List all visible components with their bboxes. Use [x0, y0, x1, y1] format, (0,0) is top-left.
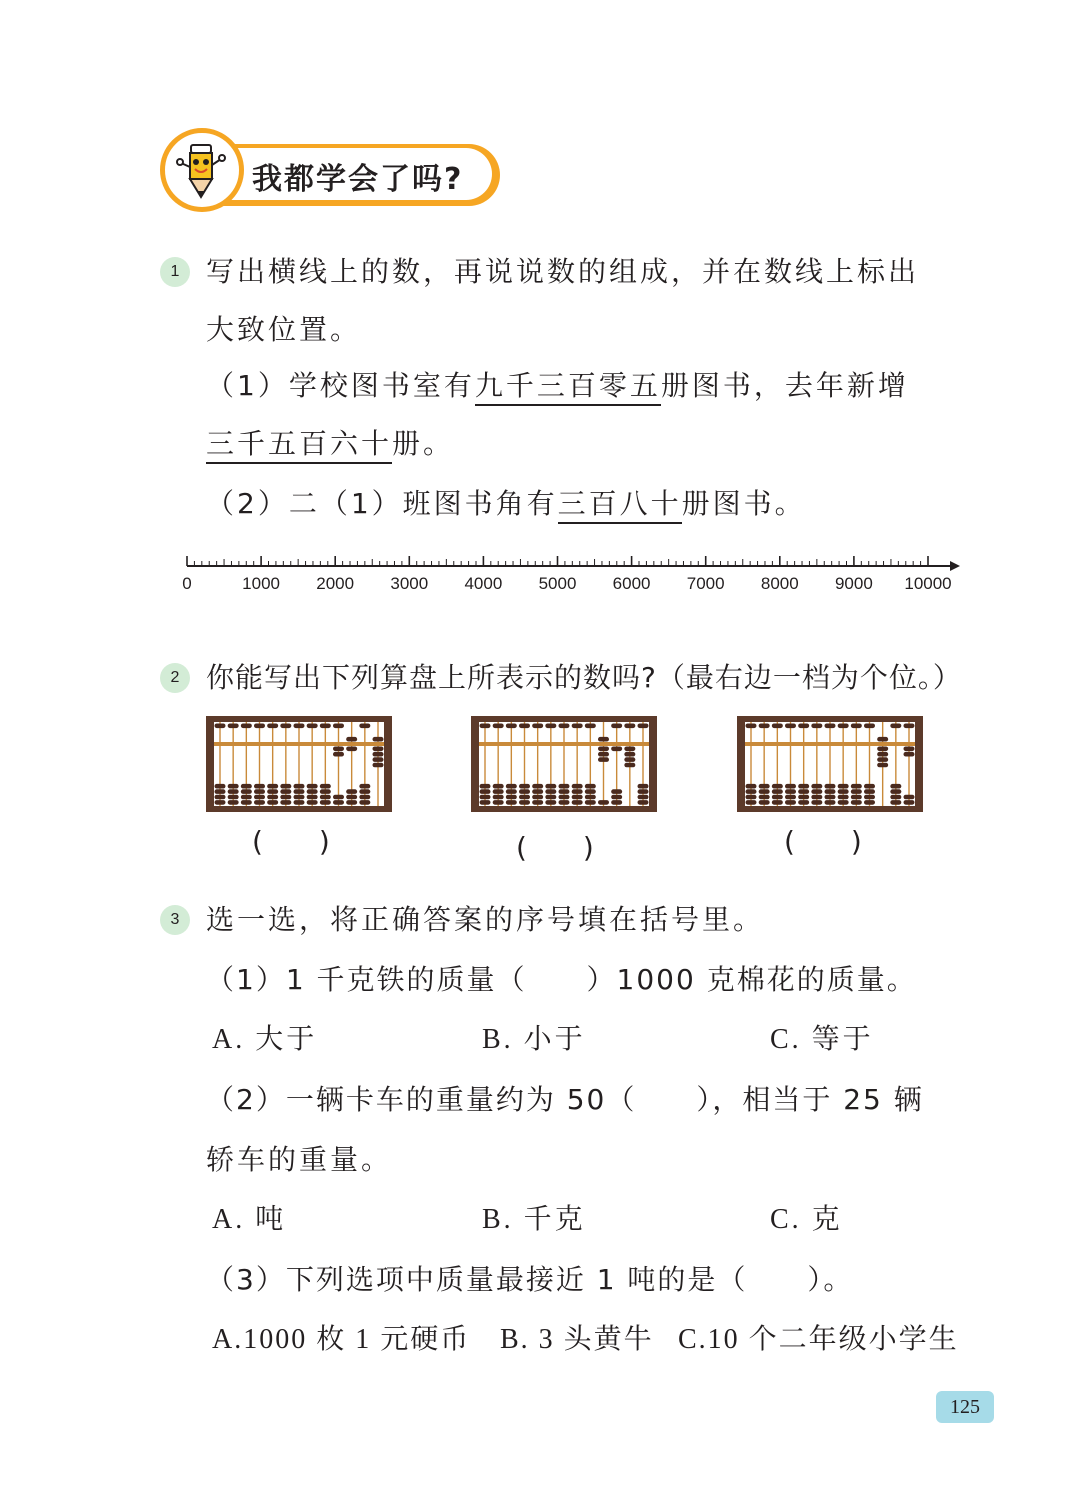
abacus-bead	[545, 800, 556, 805]
abacus-beam	[214, 742, 384, 746]
abacus-bead	[890, 789, 901, 794]
abacus-bead	[493, 789, 504, 794]
abacus-bead	[638, 724, 649, 729]
abacus-bead	[359, 784, 370, 789]
abacus-bead	[373, 747, 384, 752]
q2-text: 你能写出下列算盘上所表示的数吗?（最右边一档为个位。）	[206, 661, 962, 694]
abacus-bead	[864, 789, 875, 794]
abacus-bead	[333, 795, 344, 800]
abacus-bead	[359, 795, 370, 800]
abacus-bead	[346, 789, 357, 794]
abacus-bead	[294, 800, 305, 805]
abacus-bead	[333, 724, 344, 729]
abacus-bead	[267, 724, 278, 729]
abacus-bead	[877, 757, 888, 762]
abacus-bead	[333, 800, 344, 805]
abacus-bead	[506, 795, 517, 800]
answer-blank-2[interactable]: ( )	[516, 831, 594, 864]
abacus-bead	[267, 789, 278, 794]
q3-sub1: （1）1 千克铁的质量（ ）1000 克棉花的质量。	[206, 963, 917, 996]
abacus-bead	[759, 724, 770, 729]
q1-underlined-number-2: 三千五百六十	[206, 427, 392, 464]
number-line-tick-label: 2000	[316, 574, 355, 593]
abacus-bead	[215, 724, 226, 729]
answer-blank-3[interactable]: ( )	[784, 825, 862, 858]
abacus-bead	[785, 789, 796, 794]
abacus-bead	[532, 795, 543, 800]
abacus-bead	[572, 784, 583, 789]
abacus-bead	[811, 724, 822, 729]
abacus-bead	[772, 795, 783, 800]
abacus-bead	[519, 724, 530, 729]
abacus-beam	[745, 742, 915, 746]
q1-line2: 大致位置。	[206, 313, 362, 346]
abacus-bead	[559, 795, 570, 800]
abacus-bead	[585, 795, 596, 800]
abacus-bead	[811, 800, 822, 805]
abacus-bead	[228, 784, 239, 789]
abacus-bead	[493, 784, 504, 789]
abacus-bead	[493, 724, 504, 729]
abacus-bead	[294, 795, 305, 800]
abacus-bead	[864, 784, 875, 789]
abacus-bead	[825, 784, 836, 789]
abacus-bead	[215, 800, 226, 805]
abacus-bead	[532, 789, 543, 794]
q1-part1-prefix: （1）学校图书室有	[206, 369, 475, 402]
abacus-bead	[759, 800, 770, 805]
abacus-bead	[838, 789, 849, 794]
abacus-bead	[825, 724, 836, 729]
abacus-bead	[798, 789, 809, 794]
abacus-bead	[746, 795, 757, 800]
abacus-bead	[624, 757, 635, 762]
section-header	[160, 128, 510, 218]
number-line-tick-label: 5000	[538, 574, 577, 593]
abacus-bead	[746, 800, 757, 805]
abacus-bead	[241, 784, 252, 789]
abacus-bead	[545, 724, 556, 729]
abacus-bead	[241, 789, 252, 794]
abacus-bead	[493, 800, 504, 805]
abacus-bead	[904, 800, 915, 805]
abacus-bead	[598, 752, 609, 757]
abacus-bead	[359, 800, 370, 805]
abacus-bead	[241, 795, 252, 800]
abacus-bead	[798, 800, 809, 805]
abacus-bead	[825, 795, 836, 800]
abacus-bead	[759, 784, 770, 789]
abacus-bead	[373, 757, 384, 762]
abacus-bead	[904, 752, 915, 757]
abacus-bead	[346, 747, 357, 752]
abacus-bead	[280, 795, 291, 800]
abacus-bead	[598, 757, 609, 762]
q3-sub1-option-b[interactable]: B. 小于	[482, 1024, 586, 1055]
abacus-bead	[294, 784, 305, 789]
q3-sub2-line1: （2）一辆卡车的重量约为 50（ ），相当于 25 辆	[206, 1083, 924, 1116]
abacus-bead	[811, 784, 822, 789]
abacus-bead	[638, 784, 649, 789]
abacus-bead	[359, 789, 370, 794]
abacus-bead	[373, 763, 384, 768]
abacus-bead	[785, 784, 796, 789]
abacus-bead	[624, 752, 635, 757]
q1-part2-prefix: （2）二（1）班图书角有	[206, 487, 558, 520]
abacus-bead	[798, 784, 809, 789]
abacus-bead	[545, 784, 556, 789]
q1-part1-line1	[206, 366, 909, 406]
number-line-tick-label: 8000	[760, 574, 799, 593]
abacus-bead	[877, 763, 888, 768]
abacus-bead	[851, 795, 862, 800]
q1-part1-end: 册。	[392, 427, 455, 460]
q1-part2	[206, 484, 806, 524]
abacus-bead	[890, 784, 901, 789]
q3-sub3-option-c[interactable]: C.10 个二年级小学生	[678, 1324, 959, 1355]
abacus-bead	[506, 784, 517, 789]
abacus-bead	[320, 789, 331, 794]
abacus-bead	[320, 800, 331, 805]
abacus-bead	[811, 795, 822, 800]
q3-sub2-option-a[interactable]: A. 吨	[212, 1204, 287, 1235]
abacus-bead	[638, 795, 649, 800]
abacus-bead	[559, 724, 570, 729]
abacus-bead	[811, 789, 822, 794]
abacus-bead	[228, 800, 239, 805]
abacus-bead	[307, 789, 318, 794]
abacus-bead	[772, 789, 783, 794]
q1-underlined-number-3: 三百八十	[558, 487, 682, 524]
abacus-bead	[598, 747, 609, 752]
abacus-bead	[519, 795, 530, 800]
abacus-bead	[785, 724, 796, 729]
q3-sub1-option-c[interactable]: C. 等于	[770, 1024, 874, 1055]
abacus-bead	[254, 784, 265, 789]
page-number: 125	[936, 1391, 994, 1423]
abacus-bead	[864, 724, 875, 729]
abacus-bead	[480, 795, 491, 800]
q3-sub1-option-a[interactable]: A. 大于	[212, 1024, 318, 1055]
abacus-bead	[480, 800, 491, 805]
abacus-bead	[746, 724, 757, 729]
abacus-bead	[267, 784, 278, 789]
q3-sub2-option-c[interactable]: C. 克	[770, 1204, 843, 1235]
abacus-bead	[785, 800, 796, 805]
abacus-bead	[624, 747, 635, 752]
abacus-bead	[746, 789, 757, 794]
abacus-bead	[480, 784, 491, 789]
abacus-bead	[280, 800, 291, 805]
q1-line1: 写出横线上的数，再说说数的组成，并在数线上标出	[206, 255, 920, 288]
abacus-bead	[346, 737, 357, 742]
abacus-bead	[838, 724, 849, 729]
abacus-bead	[611, 795, 622, 800]
abacus-bead	[480, 789, 491, 794]
abacus-bead	[559, 789, 570, 794]
abacus-bead	[864, 795, 875, 800]
abacus-bead	[838, 800, 849, 805]
abacus-bead	[373, 752, 384, 757]
q3-sub3-option-a[interactable]: A.1000 枚 1 元硬币	[212, 1324, 471, 1355]
abacus-bead	[559, 784, 570, 789]
abacus-bead	[333, 747, 344, 752]
abacus-bead	[215, 784, 226, 789]
q3-sub2-option-b[interactable]: B. 千克	[482, 1204, 586, 1235]
number-line-arrow	[950, 561, 960, 571]
question-number-3: 3	[160, 905, 190, 935]
abacus-bead	[307, 724, 318, 729]
abacus-bead	[254, 789, 265, 794]
q3-sub3-option-b[interactable]: B. 3 头黄牛	[500, 1324, 654, 1355]
pencil-mascot-icon	[165, 133, 239, 207]
abacus-bead	[772, 724, 783, 729]
abacus-bead	[532, 800, 543, 805]
abacus-bead	[890, 795, 901, 800]
abacus-bead	[825, 789, 836, 794]
abacus-bead	[772, 784, 783, 789]
abacus-bead	[572, 724, 583, 729]
abacus-bead	[598, 800, 609, 805]
abacus-bead	[545, 795, 556, 800]
abacus-bead	[333, 752, 344, 757]
abacus-bead	[759, 795, 770, 800]
abacus-bead	[624, 724, 635, 729]
abacus-bead	[241, 800, 252, 805]
abacus-bead	[798, 724, 809, 729]
number-line-tick-label: 7000	[686, 574, 725, 593]
abacus-bead	[585, 724, 596, 729]
header-title: 我都学会了吗?	[252, 162, 464, 197]
abacus-bead	[215, 795, 226, 800]
abacus-bead	[772, 800, 783, 805]
abacus-bead	[519, 789, 530, 794]
abacus-bead	[294, 724, 305, 729]
abacus-bead	[532, 724, 543, 729]
abacus-bead	[611, 789, 622, 794]
abacus-bead	[746, 784, 757, 789]
abacus-bead	[638, 800, 649, 805]
abacus-bead	[307, 795, 318, 800]
abacus-bead	[611, 724, 622, 729]
abacus-3	[737, 716, 923, 812]
abacus-bead	[611, 800, 622, 805]
abacus-bead	[890, 724, 901, 729]
abacus-bead	[904, 747, 915, 752]
abacus-bead	[864, 800, 875, 805]
abacus-1	[206, 716, 392, 812]
abacus-bead	[254, 724, 265, 729]
q1-part1-mid: 册图书，去年新增	[660, 369, 909, 402]
abacus-bead	[519, 784, 530, 789]
abacus-bead	[280, 784, 291, 789]
abacus-bead	[254, 795, 265, 800]
abacus-bead	[572, 800, 583, 805]
abacus-bead	[851, 784, 862, 789]
abacus-bead	[759, 789, 770, 794]
abacus-bead	[280, 724, 291, 729]
abacus-bead	[294, 789, 305, 794]
number-line-tick-label: 6000	[612, 574, 651, 593]
abacus-bead	[228, 789, 239, 794]
q1-part2-end: 册图书。	[681, 487, 806, 520]
abacus-bead	[532, 784, 543, 789]
abacus-bead	[506, 724, 517, 729]
abacus-bead	[611, 747, 622, 752]
q1-part1-line2	[206, 424, 454, 464]
abacus-bead	[904, 724, 915, 729]
number-line-tick-label: 1000	[242, 574, 281, 593]
abacus-bead	[598, 737, 609, 742]
abacus-bead	[320, 724, 331, 729]
answer-blank-1[interactable]: ( )	[252, 825, 330, 858]
abacus-bead	[346, 800, 357, 805]
abacus-bead	[785, 795, 796, 800]
abacus-bead	[585, 789, 596, 794]
abacus-bead	[506, 800, 517, 805]
number-line-tick-label: 4000	[464, 574, 503, 593]
abacus-bead	[838, 795, 849, 800]
number-line-tick-label: 0	[182, 574, 192, 593]
abacus-bead	[877, 752, 888, 757]
abacus-bead	[241, 724, 252, 729]
abacus-bead	[480, 724, 491, 729]
abacus-bead	[585, 800, 596, 805]
abacus-bead	[346, 795, 357, 800]
abacus-bead	[877, 737, 888, 742]
abacus-bead	[585, 784, 596, 789]
abacus-bead	[572, 789, 583, 794]
abacus-bead	[215, 789, 226, 794]
abacus-bead	[506, 789, 517, 794]
abacus-bead	[638, 789, 649, 794]
abacus-bead	[280, 789, 291, 794]
abacus-bead	[228, 795, 239, 800]
q1-underlined-number-1: 九千三百零五	[475, 369, 661, 406]
abacus-bead	[877, 747, 888, 752]
abacus-bead	[228, 724, 239, 729]
abacus-bead	[267, 800, 278, 805]
abacus-bead	[559, 800, 570, 805]
abacus-bead	[307, 800, 318, 805]
abacus-bead	[254, 800, 265, 805]
abacus-bead	[851, 724, 862, 729]
abacus-bead	[904, 795, 915, 800]
abacus-bead	[359, 724, 370, 729]
abacus-bead	[851, 789, 862, 794]
abacus-bead	[519, 800, 530, 805]
question-number-1: 1	[160, 257, 190, 287]
abacus-bead	[493, 795, 504, 800]
abacus-bead	[572, 795, 583, 800]
abacus-beam	[479, 742, 649, 746]
abacus-bead	[545, 789, 556, 794]
abacus-bead	[624, 763, 635, 768]
number-line	[170, 548, 970, 604]
abacus-bead	[307, 784, 318, 789]
abacus-bead	[825, 800, 836, 805]
abacus-bead	[320, 784, 331, 789]
mascot-badge	[160, 128, 244, 212]
abacus-bead	[320, 795, 331, 800]
q3-sub3: （3）下列选项中质量最接近 1 吨的是（ ）。	[206, 1263, 854, 1296]
abacus-bead	[851, 800, 862, 805]
abacus-bead	[267, 795, 278, 800]
q3-text: 选一选，将正确答案的序号填在括号里。	[206, 903, 765, 936]
abacus-bead	[838, 784, 849, 789]
number-line-tick-label: 3000	[390, 574, 429, 593]
abacus-bead	[798, 795, 809, 800]
number-line-tick-label: 10000	[904, 574, 952, 593]
q3-sub2-line2: 轿车的重量。	[206, 1143, 393, 1176]
number-line-tick-label: 9000	[834, 574, 873, 593]
abacus-bead	[890, 800, 901, 805]
abacus-bead	[373, 737, 384, 742]
question-number-2: 2	[160, 663, 190, 693]
abacus-2	[471, 716, 657, 812]
